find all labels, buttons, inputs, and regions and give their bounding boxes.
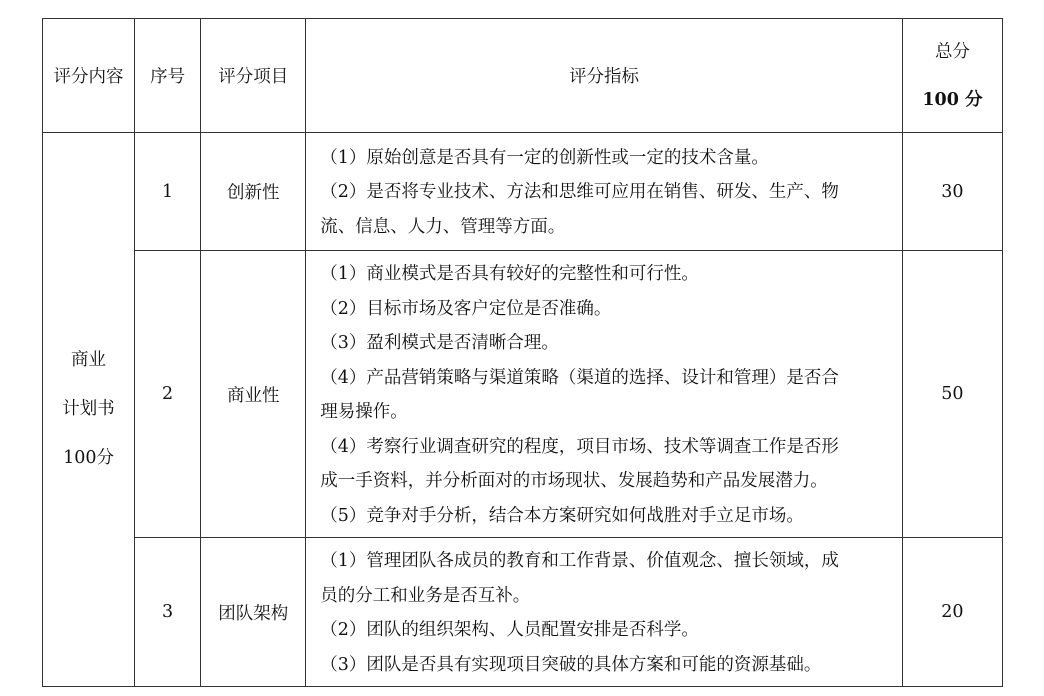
scoring-table (42, 18, 1003, 687)
content-label-line: 100分 (63, 448, 114, 468)
header-content: 评分内容 (43, 19, 135, 133)
header-total-label: 总分 (934, 41, 970, 62)
table-row (43, 133, 1003, 251)
criteria-line: 员的分工和业务是否互补。 (320, 585, 531, 606)
criteria-line: （4）考察行业调查研究的程度，项目市场、技术等调查工作是否形 (320, 436, 839, 457)
row-criteria (306, 251, 903, 538)
header-row (43, 19, 1003, 133)
criteria-line: （3）团队是否具有实现项目突破的具体方案和可能的资源基础。 (320, 654, 822, 675)
content-label-line: 计划书 (62, 399, 115, 419)
criteria-line: （5）竞争对手分析，结合本方案研究如何战胜对手立足市场。 (320, 505, 804, 526)
criteria-line: 流、信息、人力、管理等方面。 (320, 216, 566, 237)
row-number: 1 (135, 133, 201, 251)
criteria-line: （1）原始创意是否具有一定的创新性或一定的技术含量。 (320, 147, 769, 168)
criteria-line: （2）是否将专业技术、方法和思维可应用在销售、研发、生产、物 (320, 182, 839, 203)
criteria-line: 理易操作。 (320, 402, 408, 422)
header-item: 评分项目 (201, 19, 306, 133)
table-row (43, 538, 1003, 687)
criteria-line: （4）产品营销策略与渠道策略（渠道的选择、设计和管理）是否合 (320, 367, 839, 388)
criteria-line: 成一手资料，并分析面对的市场现状、发展趋势和产品发展潜力。 (320, 471, 828, 491)
header-total-value: 100 分 (922, 89, 983, 110)
table-row (43, 251, 1003, 538)
criteria-line: （3）盈利模式是否清晰合理。 (320, 333, 559, 353)
criteria-line: （1）管理团队各成员的教育和工作背景、价值观念、擅长领域，成 (320, 551, 839, 571)
row-criteria (306, 133, 903, 251)
row-item: 创新性 (201, 133, 306, 251)
row-score: 20 (902, 538, 1002, 687)
criteria-line: （2）目标市场及客户定位是否准确。 (320, 298, 612, 319)
criteria-line: （1）商业模式是否具有较好的完整性和可行性。 (320, 264, 699, 284)
content-label-line: 商业 (71, 350, 107, 370)
criteria-line: （2）团队的组织架构、人员配置安排是否科学。 (320, 620, 699, 640)
row-score: 30 (902, 133, 1002, 251)
row-item: 商业性 (201, 251, 306, 538)
content-label-cell (43, 133, 135, 687)
header-criteria: 评分指标 (306, 19, 903, 133)
row-number: 3 (135, 538, 201, 687)
row-criteria (306, 538, 903, 687)
header-total (902, 19, 1002, 133)
row-item: 团队架构 (201, 538, 306, 687)
row-score: 50 (902, 251, 1002, 538)
header-number: 序号 (135, 19, 201, 133)
row-number: 2 (135, 251, 201, 538)
